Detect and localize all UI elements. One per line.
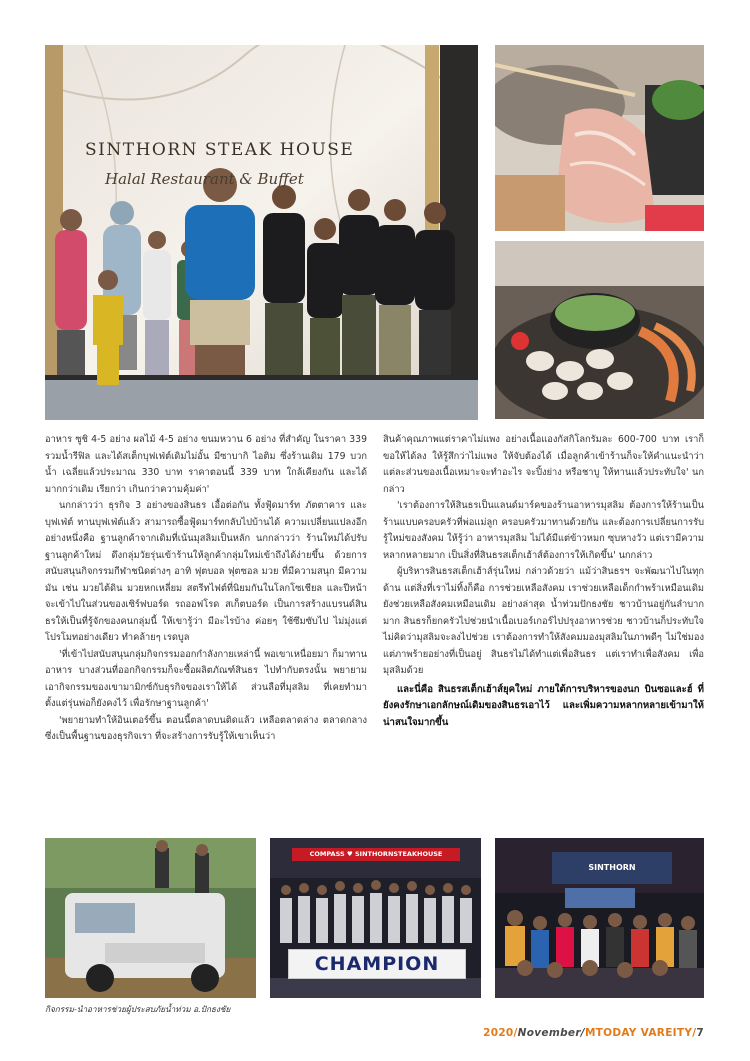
- photo-caption: กิจกรรม-นำอาหารช่วยผู้ประสบภัยน้ำท่วม อ.ปักธงชัย: [45, 1004, 231, 1014]
- paragraph: นกกล่าวว่า ธุรกิจ 3 อย่างของสินธร เอื้อต่อกัน ทั้งฟู้ดมาร์ท ภัตตาคาร และบุฟเฟ่ต์ ทานบุฟเฟ่ต์แล้ว สามารถซื้อฟู้ดมาร์ทกลับไปบ้านได้ ความเปลี่ยนแปลงอีกอย่างหนึ่งคือ ฐานลูกค้าจากเดิมที่เน้นมุสลิมเป็นหลัก นกกล่าวว่า ร้านใหม่ได้ปรับฐานลูกค้าใหม่ ดึงกลุ่มวัยรุ่นเข้าร้านให้ลูกค้ากลุ่มใหม่เข้าถึงได้ง่ายขึ้น ด้วยการสนับสนุนกิจกรรมกีฬาชนิดต่างๆ อาทิ ฟุตบอล ฟุตซอล มวย ที่มีความสนุก มีความมัน เช่น มวยไต้ดิน มวยหกเหลี่ยม สตรีทไฟต์ที่นิยมกันในโลกโซเชียล และปีหน้าจะเข้าไปในส่วนของเซิร์ฟบอร์ด รถออฟโรด สเก็ตบอร์ด เป็นการสร้างแบรนด์สินธรให้เป็นที่รู้จักของคนกลุ่มนี้ ให้เขารู้ว่า มีอะไรบ้าง ค่อยๆ ใช้ซึมซับไป ไม่มุ่งแต่โปรโมทอย่างเดียว ทำคล้ายๆ เรดบูล: [45, 500, 367, 643]
- champion-banner: CHAMPION: [288, 949, 466, 979]
- page-footer: [483, 1027, 704, 1039]
- photo-champion-event: [270, 838, 481, 998]
- photo-sliced-beef: [495, 45, 704, 231]
- paragraph: 'ที่เข้าไปสนับสนุนกลุ่มกิจกรรมออกกำลังกายเหล่านี้ พอเขาเหนื่อยมา ก็มาทานอาหาร บางส่วนที่ออกกิจกรรมก็จะซื้อผลิตภัณฑ์สินธร ไปทำกับตรงนั้น พยายามเอากิจกรรมของเขามามิกซ์กับธุรกิจของเราให้ได้ ส่วนลือที่มุสลิม ที่เคยทำมาตั้งแต่รุ่นพ่อก็ยังคงไว้ เพื่อรักษาฐานลูกค้า': [45, 648, 367, 709]
- article-column-right: [383, 432, 704, 731]
- restaurant-sign-script: Halal Restaurant & Buffet: [105, 170, 304, 188]
- restaurant-sign: SINTHORN: [552, 852, 672, 884]
- closing-statement: และนี่คือ สินธรสเต็กเฮ้าส์ยุคใหม่ ภายใต้การบริหารของนก บินซอและฮ์ ที่ยังคงรักษาเอกลักษณ์เดิมของสินธรเอาไว้ และเพิ่มความหลากหลายเข้ามาให้น่าสนใจมากขึ้น: [383, 683, 704, 728]
- photo-seafood-hotpot: [495, 241, 704, 419]
- paragraph: สินค้าคุณภาพแต่ราคาไม่แพง อย่างเนื้อแองกัสกิโลกรัมละ 600-700 บาท เราก็ขอให้ได้ลง ให้รู้สึกว่าไม่แพง ให้จับต้องได้ เมื่อลูกค้าเข้าร้านก็จะให้คำแนะนำว่า แต่ละส่วนของเนื้อเหมาะจะทำอะไร จะปิ้งย่าง หรือชาบู ให้ทานแล้วประทับใจ' นกกล่าว: [383, 434, 704, 495]
- paragraph: ผู้บริหารสินธรสเต็กเฮ้าส์รุ่นใหม่ กล่าวด้วยว่า แม้ว่าสินธรฯ จะพัฒนาไปในทุกด้าน แต่สิ่งที่เราไม่ทิ้งก็คือ การช่วยเหลือสังคม เราช่วยเหลือเด็กกำพร้าเหมือนเดิม ยังช่วยเหลือสังคมเหมือนเดิม อย่างล่าสุด น้ำท่วมปักธงชัย ชาวบ้านอยู่กันลำบากมาก สินธรก็ยกครัวไปช่วยนำเนื้อเบอร์เกอร์ไปปรุงอาหารช่วย ชาวบ้านก็ประทับใจ ไม่คิดว่ามุสลิมจะลงไปช่วย เราต้องการทำให้สังคมมองมุสลิมในภาพดีๆ ไม่ใช่มองแต่ภาพร้ายอย่างที่เป็นอยู่ สินธรไม่ได้ทำแต่เพื่อสินธร แต่เราทำเพื่อสังคม เพื่อมุสลิมด้วย: [383, 566, 704, 676]
- photo-flood-relief: [45, 838, 256, 998]
- footer-month: November/: [517, 1027, 585, 1039]
- footer-year: 2020/: [483, 1027, 518, 1039]
- restaurant-sign: SINTHORN STEAK HOUSE: [85, 140, 355, 160]
- paragraph: อาหาร ซูชิ 4-5 อย่าง ผลไม้ 4-5 อย่าง ขนมหวาน 6 อย่าง ที่สำคัญ ในราคา 339 รวมน้ำรีฟิล และได้สเต็กบุฟเฟ่ต์เดิมไม่อั้น มีซาบากิ ไอติม ซึ่งร้านเดิม 179 บวกน้ำ เฉลี่ยแล้วประมาณ 330 บาท ราคาตอนนี้ 339 บาท ใกล้เคียงกัน และได้มากกว่าเดิม เรียกว่า เกินกว่าความคุ้มค่า': [45, 434, 367, 495]
- photo-group-night: [495, 838, 704, 998]
- paragraph: 'เราต้องการให้สินธรเป็นแลนด์มาร์คของร้านอาหารมุสลิม ต้องการให้ร้านเป็นร้านแบบครอบครัวที่พ่อแม่ลูก ครอบครัวมาทานด้วยกัน และต้องการเปลี่ยนการรับรู้ใหม่ของสังคม ให้รู้ว่า อาหารมุสลิม ไม่ได้มีแต่ข้าวหมก ซุบหางวัว แต่เรามีความหลากหลายมาก เป็นสิ่งที่สินธรสเต็กเฮ้าส์ต้องการให้เกิดขึ้น' นกกล่าว: [383, 500, 704, 561]
- footer-magazine: MTODAY VAREITY/: [584, 1027, 697, 1039]
- page-number: 7: [696, 1027, 704, 1039]
- event-top-banner: COMPASS ♥ SINTHORNSTEAKHOUSE: [292, 848, 460, 861]
- article-column-left: [45, 432, 367, 746]
- hero-photo-family: [45, 45, 478, 420]
- paragraph: 'พยายามทำให้อินเตอร์ขึ้น ตอนนี้ตลาดบนติดแล้ว เหลือตลาดล่าง ตลาดกลาง ซึ่งเป็นพื้นฐานของธุรกิจเรา ที่จะสร้างการรับรู้ให้เขาเห็นว่า: [45, 714, 367, 742]
